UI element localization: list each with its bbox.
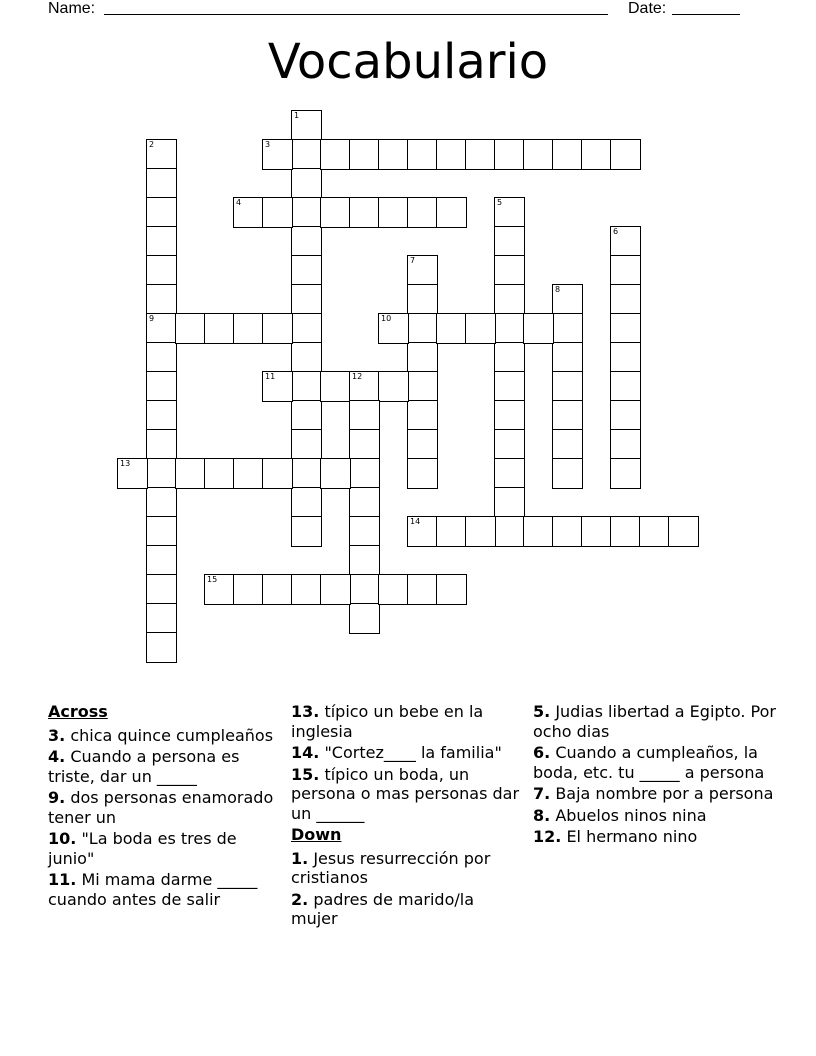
grid-cell[interactable] <box>349 516 380 547</box>
grid-cell[interactable] <box>407 516 438 547</box>
cell-number: 1 <box>294 111 300 120</box>
grid-cell[interactable] <box>465 139 496 170</box>
grid-cell[interactable] <box>233 197 264 228</box>
grid-cell[interactable] <box>494 284 525 315</box>
grid-cell[interactable] <box>146 255 177 286</box>
clue-down-7: 7. Baja nombre por a persona <box>533 784 774 803</box>
grid-cell[interactable] <box>436 516 467 547</box>
grid-cell[interactable] <box>407 458 438 489</box>
cell-number: 12 <box>352 372 363 381</box>
grid-cell[interactable] <box>349 400 380 431</box>
grid-cell[interactable] <box>407 574 438 605</box>
grid-cell[interactable] <box>262 574 293 605</box>
grid-cell[interactable] <box>465 516 496 547</box>
grid-cell[interactable] <box>291 400 322 431</box>
grid-cell[interactable] <box>378 574 409 605</box>
grid-cell[interactable] <box>146 603 177 634</box>
grid-cell[interactable] <box>494 516 525 547</box>
grid-cell[interactable] <box>407 429 438 460</box>
grid-cell[interactable] <box>610 516 641 547</box>
grid-cell[interactable] <box>407 313 438 344</box>
clue-down-5: 5. Judias libertad a Egipto. Por ocho dias <box>533 702 776 741</box>
clue-across-4: 4. Cuando a persona es triste, dar un _____ <box>48 747 240 786</box>
grid-cell[interactable] <box>291 371 322 402</box>
grid-cell[interactable] <box>146 168 177 199</box>
grid-cell[interactable] <box>320 574 351 605</box>
grid-cell[interactable] <box>610 342 641 373</box>
grid-cell[interactable] <box>378 197 409 228</box>
grid-cell[interactable] <box>552 139 583 170</box>
grid-cell[interactable] <box>378 313 409 344</box>
grid-cell[interactable] <box>639 516 670 547</box>
grid-cell[interactable] <box>204 458 235 489</box>
down-heading: Down <box>291 825 342 844</box>
grid-cell[interactable] <box>262 313 293 344</box>
grid-cell[interactable] <box>610 458 641 489</box>
grid-cell[interactable] <box>320 197 351 228</box>
grid-cell[interactable] <box>291 458 322 489</box>
grid-cell[interactable] <box>291 487 322 518</box>
grid-cell[interactable] <box>494 313 525 344</box>
grid-cell[interactable] <box>581 139 612 170</box>
grid-cell[interactable] <box>175 313 206 344</box>
grid-cell[interactable] <box>146 197 177 228</box>
grid-cell[interactable] <box>291 429 322 460</box>
grid-cell[interactable] <box>291 313 322 344</box>
grid-cell[interactable] <box>146 458 177 489</box>
grid-cell[interactable] <box>552 371 583 402</box>
grid-cell[interactable] <box>291 168 322 199</box>
clue-down-12: 12. El hermano nino <box>533 827 698 846</box>
grid-cell[interactable] <box>494 197 525 228</box>
cell-number: 10 <box>381 314 392 323</box>
grid-cell[interactable] <box>494 371 525 402</box>
grid-cell[interactable] <box>610 284 641 315</box>
grid-cell[interactable] <box>146 516 177 547</box>
grid-cell[interactable] <box>146 487 177 518</box>
grid-cell[interactable] <box>407 371 438 402</box>
grid-cell[interactable] <box>175 458 206 489</box>
cell-number: 5 <box>497 198 503 207</box>
grid-cell[interactable] <box>552 313 583 344</box>
page-title: Vocabulario <box>267 34 549 90</box>
grid-cell[interactable] <box>291 226 322 257</box>
grid-cell[interactable] <box>494 400 525 431</box>
clue-across-13: 13. típico un bebe en la inglesia <box>291 702 484 741</box>
grid-cell[interactable] <box>494 342 525 373</box>
grid-cell[interactable] <box>146 632 177 663</box>
grid-cell[interactable] <box>233 458 264 489</box>
cell-number: 2 <box>149 140 155 149</box>
clue-across-15: 15. típico un boda, un persona o mas personas dar un ______ <box>291 764 520 823</box>
grid-cell[interactable] <box>146 342 177 373</box>
grid-cell[interactable] <box>146 429 177 460</box>
clue-down-2: 2. padres de marido/la mujer <box>291 889 475 928</box>
cell-number: 4 <box>236 198 242 207</box>
grid-cell[interactable] <box>668 516 699 547</box>
grid-cell[interactable] <box>349 139 380 170</box>
grid-cell[interactable] <box>436 139 467 170</box>
grid-cell[interactable] <box>407 255 438 286</box>
cell-number: 11 <box>265 372 276 381</box>
cell-number: 3 <box>265 140 271 149</box>
cell-number: 9 <box>149 314 155 323</box>
clue-across-14: 14. "Cortez____ la familia" <box>291 743 502 762</box>
grid-cell[interactable] <box>407 139 438 170</box>
grid-cell[interactable] <box>204 574 235 605</box>
grid-cell[interactable] <box>146 313 177 344</box>
grid-cell[interactable] <box>204 313 235 344</box>
grid-cell[interactable] <box>552 458 583 489</box>
grid-cell[interactable] <box>349 429 380 460</box>
cell-number: 8 <box>555 285 561 294</box>
grid-cell[interactable] <box>146 400 177 431</box>
grid-cell[interactable] <box>581 516 612 547</box>
grid-cell[interactable] <box>349 545 380 576</box>
grid-cell[interactable] <box>117 458 148 489</box>
cell-number: 7 <box>410 256 416 265</box>
grid-cell[interactable] <box>523 139 554 170</box>
clue-across-11: 11. Mi mama darme _____ cuando antes de salir <box>48 870 258 909</box>
grid-cell[interactable] <box>610 139 641 170</box>
grid-cell[interactable] <box>349 197 380 228</box>
across-heading: Across <box>48 702 108 721</box>
grid-cell[interactable] <box>291 342 322 373</box>
grid-cell[interactable] <box>610 255 641 286</box>
grid-cell[interactable] <box>349 487 380 518</box>
grid-cell[interactable] <box>407 197 438 228</box>
clue-down-6: 6. Cuando a cumpleaños, la boda, etc. tu _____ a persona <box>533 743 765 782</box>
grid-cell[interactable] <box>552 429 583 460</box>
grid-cell[interactable] <box>262 458 293 489</box>
name-label: Name: <box>48 0 96 17</box>
grid-cell[interactable] <box>610 226 641 257</box>
clue-across-3: 3. chica quince cumpleaños <box>48 725 274 745</box>
grid-cell[interactable] <box>436 197 467 228</box>
grid-cell[interactable] <box>494 226 525 257</box>
grid-cell[interactable] <box>552 400 583 431</box>
grid-cell[interactable] <box>610 429 641 460</box>
grid-cell[interactable] <box>291 516 322 547</box>
grid-cell[interactable] <box>146 574 177 605</box>
grid-cell[interactable] <box>407 400 438 431</box>
cell-number: 13 <box>120 459 131 468</box>
grid-cell[interactable] <box>610 400 641 431</box>
clue-down-1: 1. Jesus resurrección por cristianos <box>291 848 491 887</box>
grid-cell[interactable] <box>523 516 554 547</box>
clue-across-10: 10. "La boda es tres de junio" <box>48 829 237 868</box>
grid-cell[interactable] <box>436 313 467 344</box>
grid-cell[interactable] <box>552 342 583 373</box>
grid-cell[interactable] <box>349 574 380 605</box>
grid-cell[interactable] <box>291 139 322 170</box>
grid-cell[interactable] <box>262 139 293 170</box>
grid-cell[interactable] <box>378 371 409 402</box>
clue-column-3 <box>533 702 783 849</box>
grid-cell[interactable] <box>146 545 177 576</box>
grid-cell[interactable] <box>378 139 409 170</box>
grid-cell[interactable] <box>262 197 293 228</box>
grid-cell[interactable] <box>436 574 467 605</box>
clue-column-2 <box>291 702 521 931</box>
grid-cell[interactable] <box>407 342 438 373</box>
cell-number: 6 <box>613 227 619 236</box>
grid-cell[interactable] <box>552 284 583 315</box>
grid-cell[interactable] <box>349 603 380 634</box>
grid-cell[interactable] <box>146 226 177 257</box>
grid-cell[interactable] <box>291 284 322 315</box>
grid-cell[interactable] <box>291 197 322 228</box>
grid-cell[interactable] <box>465 313 496 344</box>
grid-cell[interactable] <box>320 458 351 489</box>
clue-across-9: 9. dos personas enamorado tener un <box>48 788 274 827</box>
clue-down-8: 8. Abuelos ninos nina <box>533 805 707 825</box>
cell-number: 14 <box>410 517 421 526</box>
clue-column-1 <box>48 702 278 911</box>
grid-cell[interactable] <box>494 429 525 460</box>
grid-cell[interactable] <box>494 487 525 518</box>
grid-cell[interactable] <box>349 371 380 402</box>
grid-cell[interactable] <box>291 255 322 286</box>
grid-cell[interactable] <box>146 371 177 402</box>
grid-cell[interactable] <box>233 313 264 344</box>
grid-cell[interactable] <box>320 139 351 170</box>
grid-cell[interactable] <box>610 313 641 344</box>
grid-cell[interactable] <box>407 284 438 315</box>
grid-cell[interactable] <box>291 110 322 141</box>
grid-cell[interactable] <box>610 371 641 402</box>
grid-cell[interactable] <box>523 313 554 344</box>
grid-cell[interactable] <box>494 139 525 170</box>
grid-cell[interactable] <box>552 516 583 547</box>
grid-cell[interactable] <box>320 371 351 402</box>
grid-cell[interactable] <box>494 458 525 489</box>
grid-cell[interactable] <box>262 371 293 402</box>
grid-cell[interactable] <box>146 139 177 170</box>
grid-cell[interactable] <box>349 458 380 489</box>
cell-number: 15 <box>207 575 218 584</box>
grid-cell[interactable] <box>494 255 525 286</box>
grid-cell[interactable] <box>233 574 264 605</box>
date-label: Date: <box>628 0 667 17</box>
grid-cell[interactable] <box>291 574 322 605</box>
grid-cell[interactable] <box>146 284 177 315</box>
